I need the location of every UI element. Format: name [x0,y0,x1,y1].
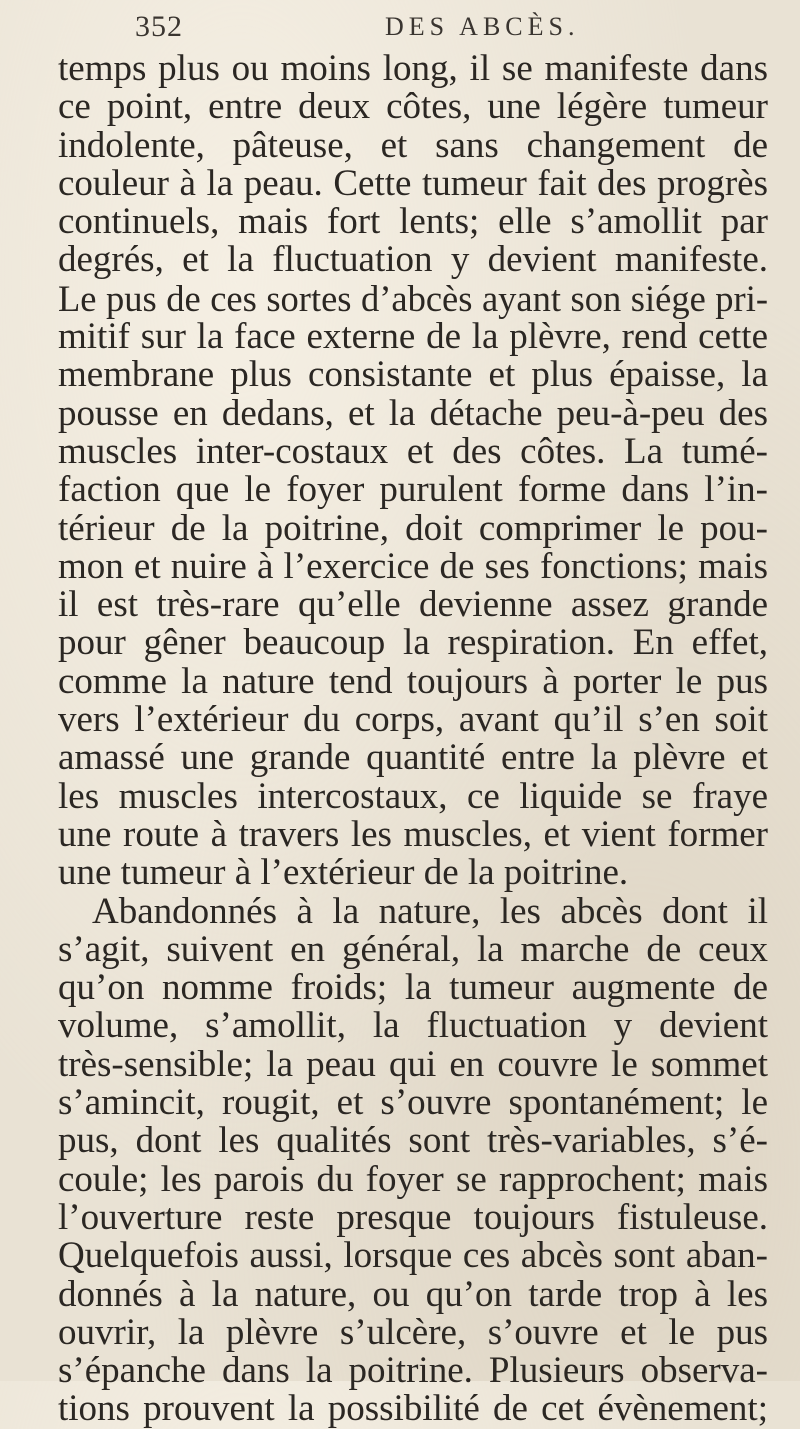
text-line: une route à travers les muscles, et vient former [58,813,768,855]
text-line: degrés, et la fluctuation y devient manifeste. [58,239,768,281]
running-head [135,4,760,44]
text-line: s’agit, suivent en général, la marche de ceux [58,928,768,970]
text-line: ce point, entre deux côtes, une légère tumeur [58,86,768,128]
body-text [58,50,768,1429]
running-title: DES ABCÈS. [385,12,580,41]
text-line: donnés à la nature, ou qu’on tarde trop à les [58,1273,768,1315]
text-line: s’amincit, rougit, et s’ouvre spontanément; le [58,1082,768,1124]
text-line: très-sensible; la peau qui en couvre le sommet [58,1043,768,1085]
text-line: les muscles intercostaux, ce liquide se fraye [58,775,768,817]
text-line: qu’on nomme froids; la tumeur augmente de [58,967,768,1009]
text-line: temps plus ou moins long, il se manifeste dans [58,48,768,89]
text-line: indolente, pâteuse, et sans changement de [58,124,768,166]
text-line: pus, dont les qualités sont très-variables, s’é- [58,1120,768,1162]
text-line: il est très-rare qu’elle devienne assez grande [58,584,768,626]
text-line: mitif sur la face externe de la plèvre, rend cette [58,316,768,358]
text-line: muscles inter-costaux et des côtes. La tumé- [58,430,768,472]
text-line: ouvrir, la plèvre s’ulcère, s’ouvre et le pus [58,1311,768,1353]
text-line: comme la nature tend toujours à porter le pus [58,660,768,702]
text-line: pousse en dedans, et la détache peu-à-peu des [58,392,768,434]
text-line: une tumeur à l’extérieur de la poitrine. [58,852,629,894]
text-line: coule; les parois du foyer se rapprochent; mais [58,1158,768,1200]
text-line: amassé une grande quantité entre la plèvre et [58,737,768,779]
text-line: faction que le foyer purulent forme dans l’in- [58,469,768,511]
text-line: térieur de la poitrine, doit comprimer le pou- [58,507,768,549]
text-line: volume, s’amollit, la fluctuation y devient [58,1005,768,1047]
text-line: Abandonnés à la nature, les abcès dont il [92,890,768,932]
page-number: 352 [135,10,183,43]
text-line: mon et nuire à l’exercice de ses fonctions; mais [58,545,768,587]
text-line: Quelquefois aussi, lorsque ces abcès sont aban- [58,1235,768,1277]
text-line: s’épanche dans la poitrine. Plusieurs observa- [58,1350,768,1392]
text-line: vers l’extérieur du corps, avant qu’il s’en soit [58,699,768,741]
text-line: continuels, mais fort lents; elle s’amollit par [58,201,768,243]
text-line: tions prouvent la possibilité de cet évènement; [58,1388,768,1429]
text-line: membrane plus consistante et plus épaisse, la [58,354,768,396]
text-line: pour gêner beaucoup la respiration. En effet, [58,622,768,664]
text-line: l’ouverture reste presque toujours fistuleuse. [58,1196,768,1238]
text-line: couleur à la peau. Cette tumeur fait des progrès [58,162,768,204]
text-line: Le pus de ces sortes d’abcès ayant son siége pri- [58,277,768,319]
